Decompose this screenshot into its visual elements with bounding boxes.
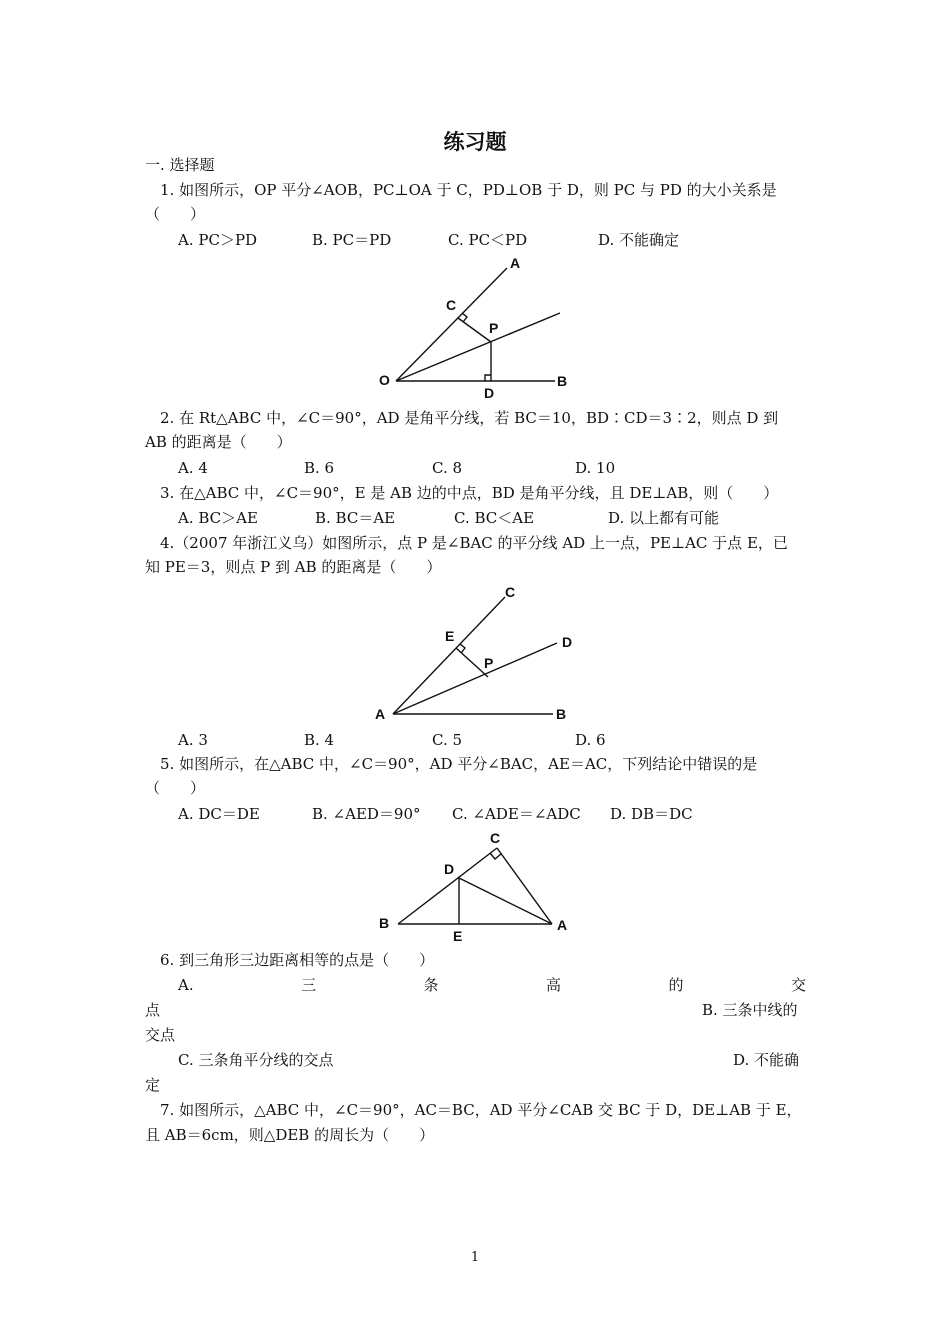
right-angle-d bbox=[485, 375, 491, 381]
q4-stem-cont: 知 PE＝3，则点 P 到 AB 的距离是（ ） bbox=[145, 558, 442, 576]
label-c: C bbox=[490, 830, 501, 846]
q2-option-c: C. 8 bbox=[432, 459, 463, 477]
q1-option-c: C. PC＜PD bbox=[448, 231, 528, 249]
q6-option-b-end: 交点 bbox=[145, 1026, 176, 1044]
label-a: A bbox=[510, 255, 521, 271]
label-d: D bbox=[562, 634, 573, 650]
q5-option-d: D. DB＝DC bbox=[610, 805, 693, 823]
q1-stem-cont: （ ） bbox=[145, 205, 206, 223]
label-a: A bbox=[557, 917, 568, 933]
ray-ad bbox=[393, 643, 557, 714]
label-e: E bbox=[453, 928, 463, 944]
label-d: D bbox=[444, 861, 455, 877]
q4-option-c: C. 5 bbox=[432, 731, 463, 749]
q7-stem-cont: 且 AB＝6cm，则△DEB 的周长为（ ） bbox=[145, 1126, 435, 1144]
q6-option-a-part: 条 bbox=[423, 976, 439, 994]
label-c: C bbox=[505, 584, 516, 600]
q3-option-c: C. BC＜AE bbox=[454, 509, 535, 527]
right-angle-c bbox=[490, 853, 501, 859]
segment-ad bbox=[459, 878, 552, 924]
label-a: A bbox=[375, 706, 386, 722]
q1-stem: 1. 如图所示，OP 平分∠AOB，PC⊥OA 于 C，PD⊥OB 于 D，则 PC 与 PD 的大小关系是 bbox=[160, 181, 777, 199]
q3-option-d: D. 以上都有可能 bbox=[608, 509, 720, 527]
label-b: B bbox=[379, 915, 390, 931]
q6-option-a-part: A. bbox=[178, 976, 194, 994]
q1-option-b: B. PC＝PD bbox=[312, 231, 392, 249]
q2-stem: 2. 在 Rt△ABC 中，∠C＝90°，AD 是角平分线，若 BC＝10，BD∶CD＝3∶2，则点 D 到 bbox=[160, 409, 779, 427]
label-b: B bbox=[557, 373, 568, 389]
label-p: P bbox=[484, 655, 494, 671]
q5-stem: 5. 如图所示，在△ABC 中，∠C＝90°，AD 平分∠BAC，AE＝AC，下列结论中错误的是 bbox=[160, 755, 758, 773]
q1-option-a: A. PC＞PD bbox=[178, 231, 258, 249]
label-p: P bbox=[489, 320, 499, 336]
label-d: D bbox=[484, 385, 495, 401]
q4-stem: 4.（2007 年浙江义乌）如图所示，点 P 是∠BAC 的平分线 AD 上一点，PE⊥AC 于点 E，已 bbox=[160, 534, 788, 552]
q6-option-c: C. 三条角平分线的交点 bbox=[178, 1051, 334, 1069]
q2-stem-cont: AB 的距离是（ ） bbox=[145, 433, 292, 451]
label-c: C bbox=[446, 297, 457, 313]
q7-stem: 7. 如图所示，△ABC 中，∠C＝90°，AC＝BC，AD 平分∠CAB 交 BC 于 D，DE⊥AB 于 E， bbox=[160, 1101, 802, 1119]
q4-option-a: A. 3 bbox=[178, 731, 208, 749]
q4-figure bbox=[365, 578, 595, 728]
q5-stem-cont: （ ） bbox=[145, 779, 206, 797]
q5-option-b: B. ∠AED＝90° bbox=[312, 805, 421, 823]
q6-option-a-part: 三 bbox=[301, 976, 317, 994]
page-number: 1 bbox=[470, 1250, 480, 1265]
label-o: O bbox=[379, 372, 390, 388]
q4-option-d: D. 6 bbox=[575, 731, 606, 749]
q6-option-a-end: 点 bbox=[145, 1001, 161, 1019]
ray-op bbox=[396, 313, 560, 381]
q1-option-d: D. 不能确定 bbox=[598, 231, 680, 249]
q3-option-b: B. BC＝AE bbox=[315, 509, 396, 527]
q2-option-d: D. 10 bbox=[575, 459, 616, 477]
q2-option-b: B. 6 bbox=[304, 459, 335, 477]
q4-option-b: B. 4 bbox=[304, 731, 335, 749]
side-ca bbox=[497, 848, 552, 924]
q6-option-a-part: 的 bbox=[668, 976, 684, 994]
section-heading: 一. 选择题 bbox=[145, 156, 215, 174]
q5-figure bbox=[372, 825, 582, 945]
q6-stem: 6. 到三角形三边距离相等的点是（ ） bbox=[160, 951, 435, 969]
q3-option-a: A. BC＞AE bbox=[178, 509, 258, 527]
label-b: B bbox=[556, 706, 567, 722]
q6-option-a-part: 交 bbox=[790, 976, 806, 994]
q5-option-a: A. DC＝DE bbox=[178, 805, 260, 823]
q6-option-a-part: 高 bbox=[546, 976, 562, 994]
q3-stem: 3. 在△ABC 中，∠C＝90°，E 是 AB 边的中点，BD 是角平分线，且 DE⊥AB，则（ ） bbox=[160, 484, 779, 502]
q6-option-b: B. 三条中线的 bbox=[702, 1001, 798, 1019]
q6-option-d-end: 定 bbox=[145, 1076, 161, 1094]
page-title: 练习题 bbox=[443, 130, 507, 154]
q6-option-a bbox=[178, 975, 806, 995]
label-e: E bbox=[445, 628, 455, 644]
q2-option-a: A. 4 bbox=[178, 459, 208, 477]
q1-figure bbox=[370, 250, 590, 400]
q6-option-d: D. 不能确 bbox=[733, 1051, 800, 1069]
q5-option-c: C. ∠ADE＝∠ADC bbox=[452, 805, 581, 823]
side-bc bbox=[398, 848, 497, 924]
